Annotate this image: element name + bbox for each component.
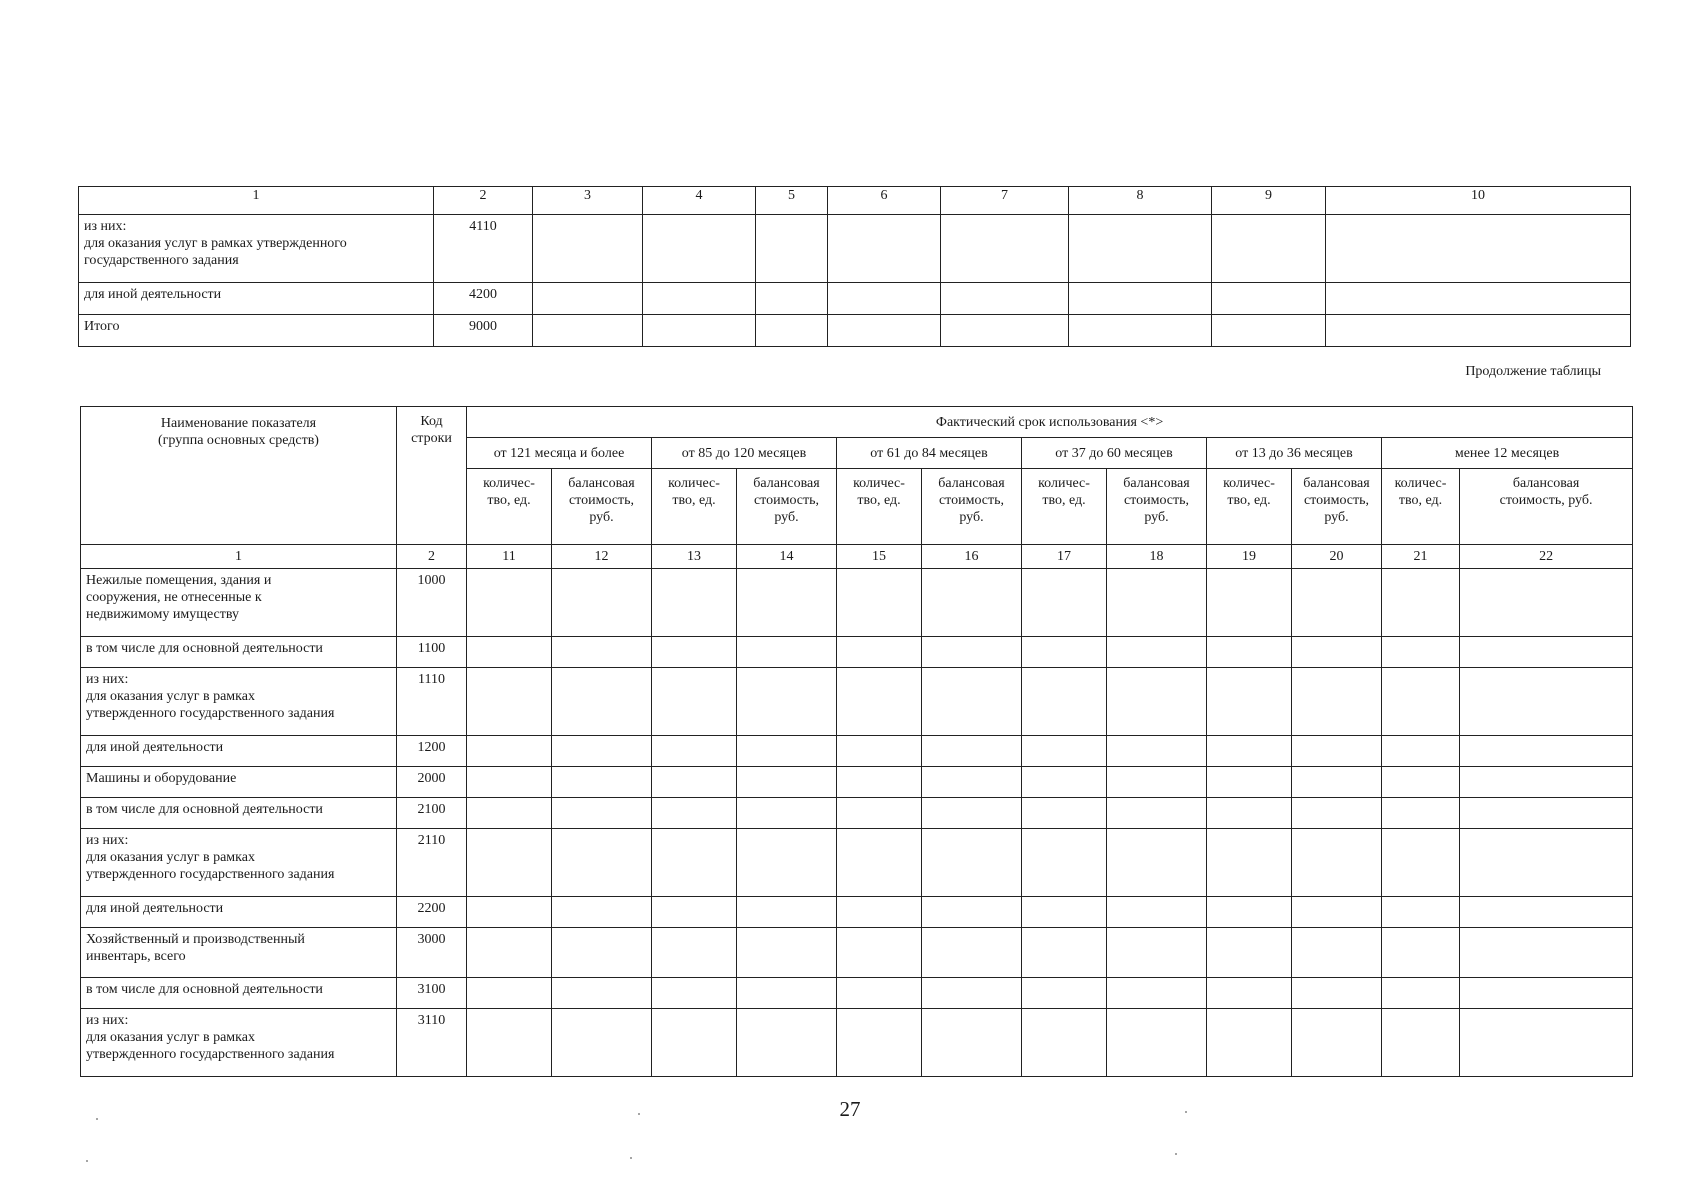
scan-speck	[630, 1157, 632, 1159]
table-cell	[737, 829, 837, 897]
table1-col-number: 10	[1326, 187, 1631, 215]
table-cell	[652, 928, 737, 978]
table-cell	[652, 798, 737, 829]
col-header-period: от 121 месяца и более	[467, 438, 652, 469]
col-header-balance-value: балансовая стоимость, руб.	[552, 469, 652, 545]
table-row	[79, 215, 1631, 283]
table-cell	[837, 897, 922, 928]
table-cell	[737, 1009, 837, 1077]
table-cell	[467, 637, 552, 668]
table1-col-number: 4	[643, 187, 756, 215]
table-cell	[941, 315, 1069, 347]
table-cell	[828, 215, 941, 283]
table-cell	[1107, 767, 1207, 798]
col-header-period: от 37 до 60 месяцев	[1022, 438, 1207, 469]
table-row	[81, 569, 1633, 637]
table1-col-number: 8	[1069, 187, 1212, 215]
table-cell	[533, 315, 643, 347]
row-name: из них: для оказания услуг в рамках утвержденного государственного задания	[79, 215, 434, 283]
table-cell	[1292, 637, 1382, 668]
table-cell	[1460, 668, 1633, 736]
row-code: 2200	[397, 897, 467, 928]
table-cell	[552, 829, 652, 897]
table-cell	[837, 767, 922, 798]
col-header-quantity: количес- тво, ед.	[837, 469, 922, 545]
col-number: 17	[1022, 545, 1107, 569]
table-cell	[737, 569, 837, 637]
table-cell	[1022, 928, 1107, 978]
table1-col-number: 6	[828, 187, 941, 215]
table-cell	[1022, 637, 1107, 668]
table-cell	[643, 283, 756, 315]
row-code: 9000	[434, 315, 533, 347]
table-cell	[922, 978, 1022, 1009]
row-code: 1100	[397, 637, 467, 668]
page-number: 27	[839, 1097, 861, 1121]
table-cell	[1107, 637, 1207, 668]
table-cell	[1292, 798, 1382, 829]
table-cell	[1107, 668, 1207, 736]
table-cell	[467, 736, 552, 767]
table-cell	[1460, 928, 1633, 978]
col-header-code: Код строки	[397, 407, 467, 545]
table-cell	[652, 978, 737, 1009]
table-cell	[737, 897, 837, 928]
table-row	[81, 767, 1633, 798]
table-cell	[1326, 283, 1631, 315]
row-name: для иной деятельности	[81, 736, 397, 767]
col-header-period: от 85 до 120 месяцев	[652, 438, 837, 469]
table-cell	[1292, 897, 1382, 928]
table-cell	[922, 829, 1022, 897]
table-cell	[1022, 829, 1107, 897]
table1-col-number: 1	[79, 187, 434, 215]
col-header-usage-period: Фактический срок использования <*>	[467, 407, 1633, 438]
col-number: 19	[1207, 545, 1292, 569]
table-cell	[1460, 1009, 1633, 1077]
table-cell	[837, 637, 922, 668]
col-number: 2	[397, 545, 467, 569]
table-cell	[1107, 978, 1207, 1009]
table-cell	[1382, 736, 1460, 767]
row-name: из них: для оказания услуг в рамках утвержденного государственного задания	[81, 829, 397, 897]
table-cell	[737, 736, 837, 767]
table-cell	[1460, 767, 1633, 798]
col-number: 15	[837, 545, 922, 569]
table-cell	[737, 668, 837, 736]
table-cell	[737, 978, 837, 1009]
table-cell	[1107, 897, 1207, 928]
table-cell	[837, 978, 922, 1009]
table-cell	[1107, 798, 1207, 829]
table-cell	[1382, 978, 1460, 1009]
table-cell	[1207, 668, 1292, 736]
table-cell	[1292, 978, 1382, 1009]
table-row	[81, 798, 1633, 829]
table-cell	[1460, 978, 1633, 1009]
row-code: 2100	[397, 798, 467, 829]
col-number: 22	[1460, 545, 1633, 569]
table-cell	[756, 215, 828, 283]
table-cell	[1022, 736, 1107, 767]
table-cell	[552, 637, 652, 668]
table-cell	[1022, 767, 1107, 798]
table-cell	[828, 283, 941, 315]
table-row	[81, 736, 1633, 767]
table-cell	[1292, 829, 1382, 897]
table-cell	[837, 736, 922, 767]
col-header-balance-value: балансовая стоимость, руб.	[1460, 469, 1633, 545]
scan-speck	[86, 1160, 88, 1162]
row-name: в том числе для основной деятельности	[81, 637, 397, 668]
row-name: для иной деятельности	[79, 283, 434, 315]
col-number: 16	[922, 545, 1022, 569]
table1-col-number: 9	[1212, 187, 1326, 215]
row-name: Нежилые помещения, здания и сооружения, не отнесенные к недвижимому имуществу	[81, 569, 397, 637]
table-cell	[737, 928, 837, 978]
table-cell	[1022, 897, 1107, 928]
table-cell	[1069, 215, 1212, 283]
table-cell	[1382, 798, 1460, 829]
table-cell	[467, 978, 552, 1009]
table-cell	[552, 1009, 652, 1077]
table-cell	[1207, 767, 1292, 798]
table-cell	[737, 798, 837, 829]
table-cell	[1207, 829, 1292, 897]
table-cell	[1460, 897, 1633, 928]
table-cell	[1207, 978, 1292, 1009]
scan-speck	[638, 1113, 640, 1115]
table-cell	[1382, 829, 1460, 897]
col-number: 13	[652, 545, 737, 569]
table-row	[79, 315, 1631, 347]
table-cell	[941, 283, 1069, 315]
col-header-quantity: количес- тво, ед.	[652, 469, 737, 545]
table-cell	[1460, 798, 1633, 829]
table-cell	[1326, 315, 1631, 347]
table-cell	[1207, 736, 1292, 767]
table-cell	[552, 569, 652, 637]
table-cell	[1382, 668, 1460, 736]
table-cell	[1207, 1009, 1292, 1077]
table-cell	[941, 215, 1069, 283]
table-cell	[1382, 1009, 1460, 1077]
row-code: 3110	[397, 1009, 467, 1077]
table-cell	[652, 637, 737, 668]
table-cell	[1292, 928, 1382, 978]
col-number: 14	[737, 545, 837, 569]
row-code: 3000	[397, 928, 467, 978]
col-number: 1	[81, 545, 397, 569]
table2-number-row	[81, 545, 1633, 569]
table-cell	[1460, 736, 1633, 767]
table-cell	[467, 798, 552, 829]
table-cell	[533, 283, 643, 315]
col-header-quantity: количес- тво, ед.	[467, 469, 552, 545]
table-cell	[737, 767, 837, 798]
table-cell	[828, 315, 941, 347]
table-row	[81, 928, 1633, 978]
table-cell	[467, 569, 552, 637]
table-cell	[1022, 569, 1107, 637]
table-cell	[467, 668, 552, 736]
table-cell	[737, 637, 837, 668]
table2-header-row-1	[81, 407, 1633, 438]
table-row	[81, 978, 1633, 1009]
table-row	[81, 1009, 1633, 1077]
scan-speck	[1175, 1153, 1177, 1155]
table-cell	[552, 767, 652, 798]
table-row	[81, 668, 1633, 736]
table-cell	[922, 569, 1022, 637]
table-cell	[1207, 798, 1292, 829]
table-cell	[1292, 767, 1382, 798]
table1-col-number: 3	[533, 187, 643, 215]
table-cell	[1460, 829, 1633, 897]
table-cell	[1022, 668, 1107, 736]
row-name: для иной деятельности	[81, 897, 397, 928]
table-cell	[467, 829, 552, 897]
row-code: 3100	[397, 978, 467, 1009]
row-name: в том числе для основной деятельности	[81, 978, 397, 1009]
row-name: из них: для оказания услуг в рамках утвержденного государственного задания	[81, 1009, 397, 1077]
table-cell	[1022, 798, 1107, 829]
col-header-quantity: количес- тво, ед.	[1207, 469, 1292, 545]
row-name: Итого	[79, 315, 434, 347]
continuation-label: Продолжение таблицы	[1465, 364, 1601, 379]
table-cell	[922, 1009, 1022, 1077]
table-cell	[652, 767, 737, 798]
table-cell	[1207, 897, 1292, 928]
col-header-quantity: количес- тво, ед.	[1382, 469, 1460, 545]
table-cell	[1460, 569, 1633, 637]
table-row	[81, 897, 1633, 928]
table-cell	[922, 798, 1022, 829]
table-cell	[1107, 829, 1207, 897]
table-cell	[552, 897, 652, 928]
table-cell	[1292, 668, 1382, 736]
table-cell	[652, 1009, 737, 1077]
col-number: 18	[1107, 545, 1207, 569]
table-cell	[467, 767, 552, 798]
table-cell	[652, 736, 737, 767]
table-cell	[922, 637, 1022, 668]
table-cell	[1022, 1009, 1107, 1077]
table-cell	[1382, 928, 1460, 978]
table-cell	[652, 569, 737, 637]
table1-col-number: 2	[434, 187, 533, 215]
table-cell	[1292, 736, 1382, 767]
table-usage-period	[80, 406, 1633, 1077]
row-code: 2110	[397, 829, 467, 897]
row-code: 2000	[397, 767, 467, 798]
table-cell	[837, 668, 922, 736]
row-code: 1200	[397, 736, 467, 767]
table-cell	[1207, 569, 1292, 637]
table-cell	[533, 215, 643, 283]
col-number: 21	[1382, 545, 1460, 569]
table1-col-number: 7	[941, 187, 1069, 215]
col-header-balance-value: балансовая стоимость, руб.	[922, 469, 1022, 545]
table-cell	[1382, 569, 1460, 637]
col-header-period: менее 12 месяцев	[1382, 438, 1633, 469]
col-header-balance-value: балансовая стоимость, руб.	[1292, 469, 1382, 545]
table-cell	[1212, 283, 1326, 315]
table-cell	[1107, 736, 1207, 767]
table-cell	[837, 569, 922, 637]
table-cell	[643, 215, 756, 283]
table-cell	[1107, 569, 1207, 637]
row-code: 1110	[397, 668, 467, 736]
col-header-balance-value: балансовая стоимость, руб.	[737, 469, 837, 545]
table-cell	[1212, 315, 1326, 347]
table1-col-number: 5	[756, 187, 828, 215]
table-cell	[1107, 928, 1207, 978]
col-number: 11	[467, 545, 552, 569]
table-cell	[837, 928, 922, 978]
table-cell	[1382, 637, 1460, 668]
table-cell	[1292, 1009, 1382, 1077]
table-cell	[1292, 569, 1382, 637]
col-header-quantity: количес- тво, ед.	[1022, 469, 1107, 545]
table-cell	[652, 668, 737, 736]
col-header-name: Наименование показателя (группа основных средств)	[81, 407, 397, 545]
table-cell	[1107, 1009, 1207, 1077]
table-cell	[643, 315, 756, 347]
table-cell	[1382, 897, 1460, 928]
table-cell	[756, 315, 828, 347]
table-cell	[837, 829, 922, 897]
row-code: 4110	[434, 215, 533, 283]
table-cell	[922, 668, 1022, 736]
table-row	[79, 283, 1631, 315]
table-cell	[756, 283, 828, 315]
table-cell	[1207, 928, 1292, 978]
table-cell	[1326, 215, 1631, 283]
table-cell	[1069, 315, 1212, 347]
row-name: в том числе для основной деятельности	[81, 798, 397, 829]
row-code: 4200	[434, 283, 533, 315]
scan-speck	[96, 1118, 98, 1120]
table-cell	[922, 767, 1022, 798]
col-header-period: от 61 до 84 месяцев	[837, 438, 1022, 469]
table-cell	[1382, 767, 1460, 798]
table-cell	[1460, 637, 1633, 668]
col-header-period: от 13 до 36 месяцев	[1207, 438, 1382, 469]
row-code: 1000	[397, 569, 467, 637]
table-cell	[652, 897, 737, 928]
table-cell	[467, 1009, 552, 1077]
table-continuation-top	[78, 186, 1631, 347]
table-cell	[1212, 215, 1326, 283]
table-cell	[552, 736, 652, 767]
table-cell	[552, 668, 652, 736]
row-name: из них: для оказания услуг в рамках утвержденного государственного задания	[81, 668, 397, 736]
table-cell	[922, 897, 1022, 928]
table-cell	[1069, 283, 1212, 315]
table-cell	[922, 928, 1022, 978]
table-cell	[552, 928, 652, 978]
table-cell	[552, 978, 652, 1009]
table-cell	[1207, 637, 1292, 668]
table-cell	[837, 1009, 922, 1077]
table1-header-row	[79, 187, 1631, 215]
col-number: 12	[552, 545, 652, 569]
table-row	[81, 637, 1633, 668]
table-cell	[922, 736, 1022, 767]
table-cell	[467, 897, 552, 928]
table-cell	[652, 829, 737, 897]
col-header-balance-value: балансовая стоимость, руб.	[1107, 469, 1207, 545]
table-cell	[552, 798, 652, 829]
table-cell	[1022, 978, 1107, 1009]
col-number: 20	[1292, 545, 1382, 569]
table-cell	[837, 798, 922, 829]
row-name: Хозяйственный и производственный инвентарь, всего	[81, 928, 397, 978]
scan-speck	[1185, 1111, 1187, 1113]
table-row	[81, 829, 1633, 897]
table-cell	[467, 928, 552, 978]
row-name: Машины и оборудование	[81, 767, 397, 798]
